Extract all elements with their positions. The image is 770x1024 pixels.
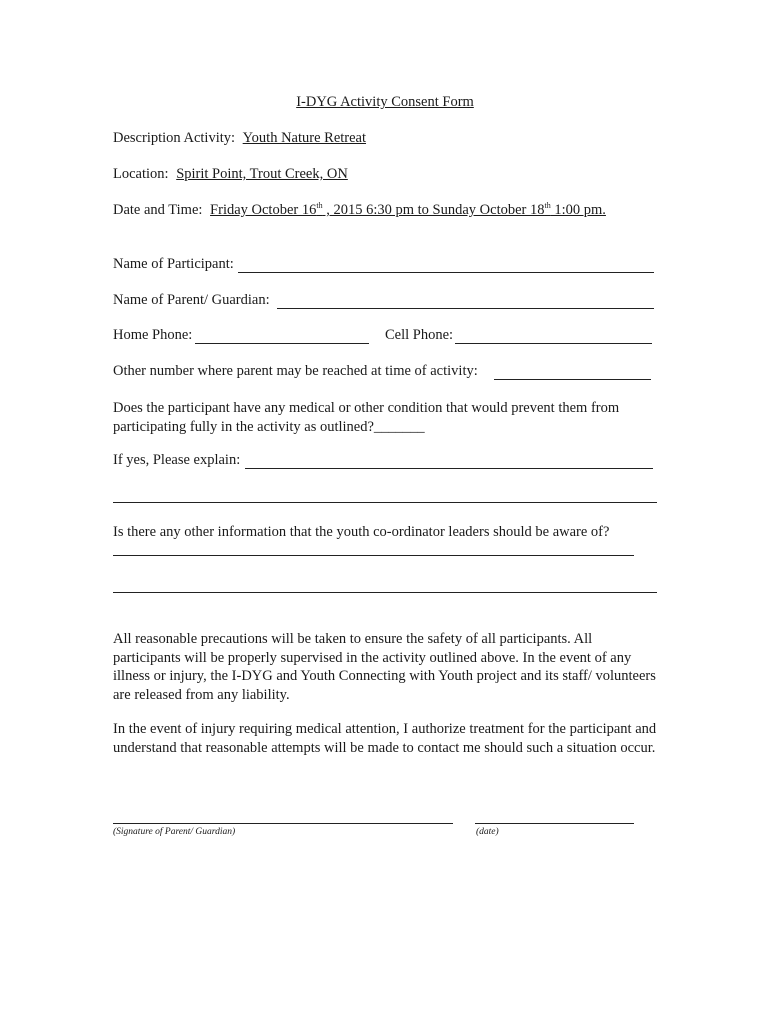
location-value: Spirit Point, Trout Creek, ON [176, 166, 348, 182]
home-phone-label: Home Phone: [113, 327, 193, 343]
date-caption: (date) [476, 827, 499, 837]
participant-label: Name of Participant: [113, 256, 234, 272]
precautions-paragraph: All reasonable precautions will be taken to ensure the safety of all participants. All participants will be properly supervised in the activity outlined above. In the event of any illness or injury, the I-DYG and Youth Connecting with Youth project and its staff/ volunteers are released from any liability. [113, 631, 656, 703]
datetime-row [113, 202, 606, 219]
other-number-label: Other number where parent may be reached at time of activity: [113, 363, 478, 379]
datetime-sup2: th [544, 201, 551, 211]
cell-phone-input-line[interactable] [455, 343, 652, 344]
home-phone-input-line[interactable] [195, 343, 369, 344]
guardian-input-line[interactable] [277, 308, 654, 309]
authorization-paragraph: In the event of injury requiring medical attention, I authorize treatment for the participant and understand that reasonable attempts will be made to contact me should such a situation occur. [113, 721, 657, 756]
medical-question: Does the participant have any medical or other condition that would prevent them from participating fully in the activity as outlined?_______ [113, 400, 620, 435]
signature-input-line[interactable] [113, 823, 453, 824]
guardian-label: Name of Parent/ Guardian: [113, 292, 270, 308]
location-row [113, 166, 348, 183]
description-label: Description Activity: [113, 130, 236, 146]
datetime-part1: Friday October 16 [210, 202, 317, 218]
date-input-line[interactable] [475, 823, 634, 824]
explain-input-line-1[interactable] [245, 468, 653, 469]
datetime-label: Date and Time: [113, 202, 203, 218]
explain-label: If yes, Please explain: [113, 452, 241, 468]
location-label: Location: [113, 166, 169, 182]
signature-caption: (Signature of Parent/ Guardian) [113, 827, 236, 837]
datetime-part3: 1:00 pm. [550, 202, 606, 218]
other-info-input-line-1[interactable] [113, 555, 634, 556]
datetime-sup1: th [316, 201, 323, 211]
form-title: I-DYG Activity Consent Form [296, 94, 474, 110]
other-info-question: Is there any other information that the youth co-ordinator leaders should be aware of? [113, 524, 610, 540]
datetime-part2: , 2015 6:30 pm to Sunday October 18 [322, 202, 545, 218]
description-value: Youth Nature Retreat [242, 130, 367, 146]
other-info-input-line-2[interactable] [113, 592, 657, 593]
participant-input-line[interactable] [238, 272, 654, 273]
explain-input-line-2[interactable] [113, 502, 657, 503]
other-number-input-line[interactable] [494, 379, 651, 380]
cell-phone-label: Cell Phone: [385, 327, 454, 343]
datetime-value [210, 202, 606, 218]
description-row [113, 130, 366, 147]
